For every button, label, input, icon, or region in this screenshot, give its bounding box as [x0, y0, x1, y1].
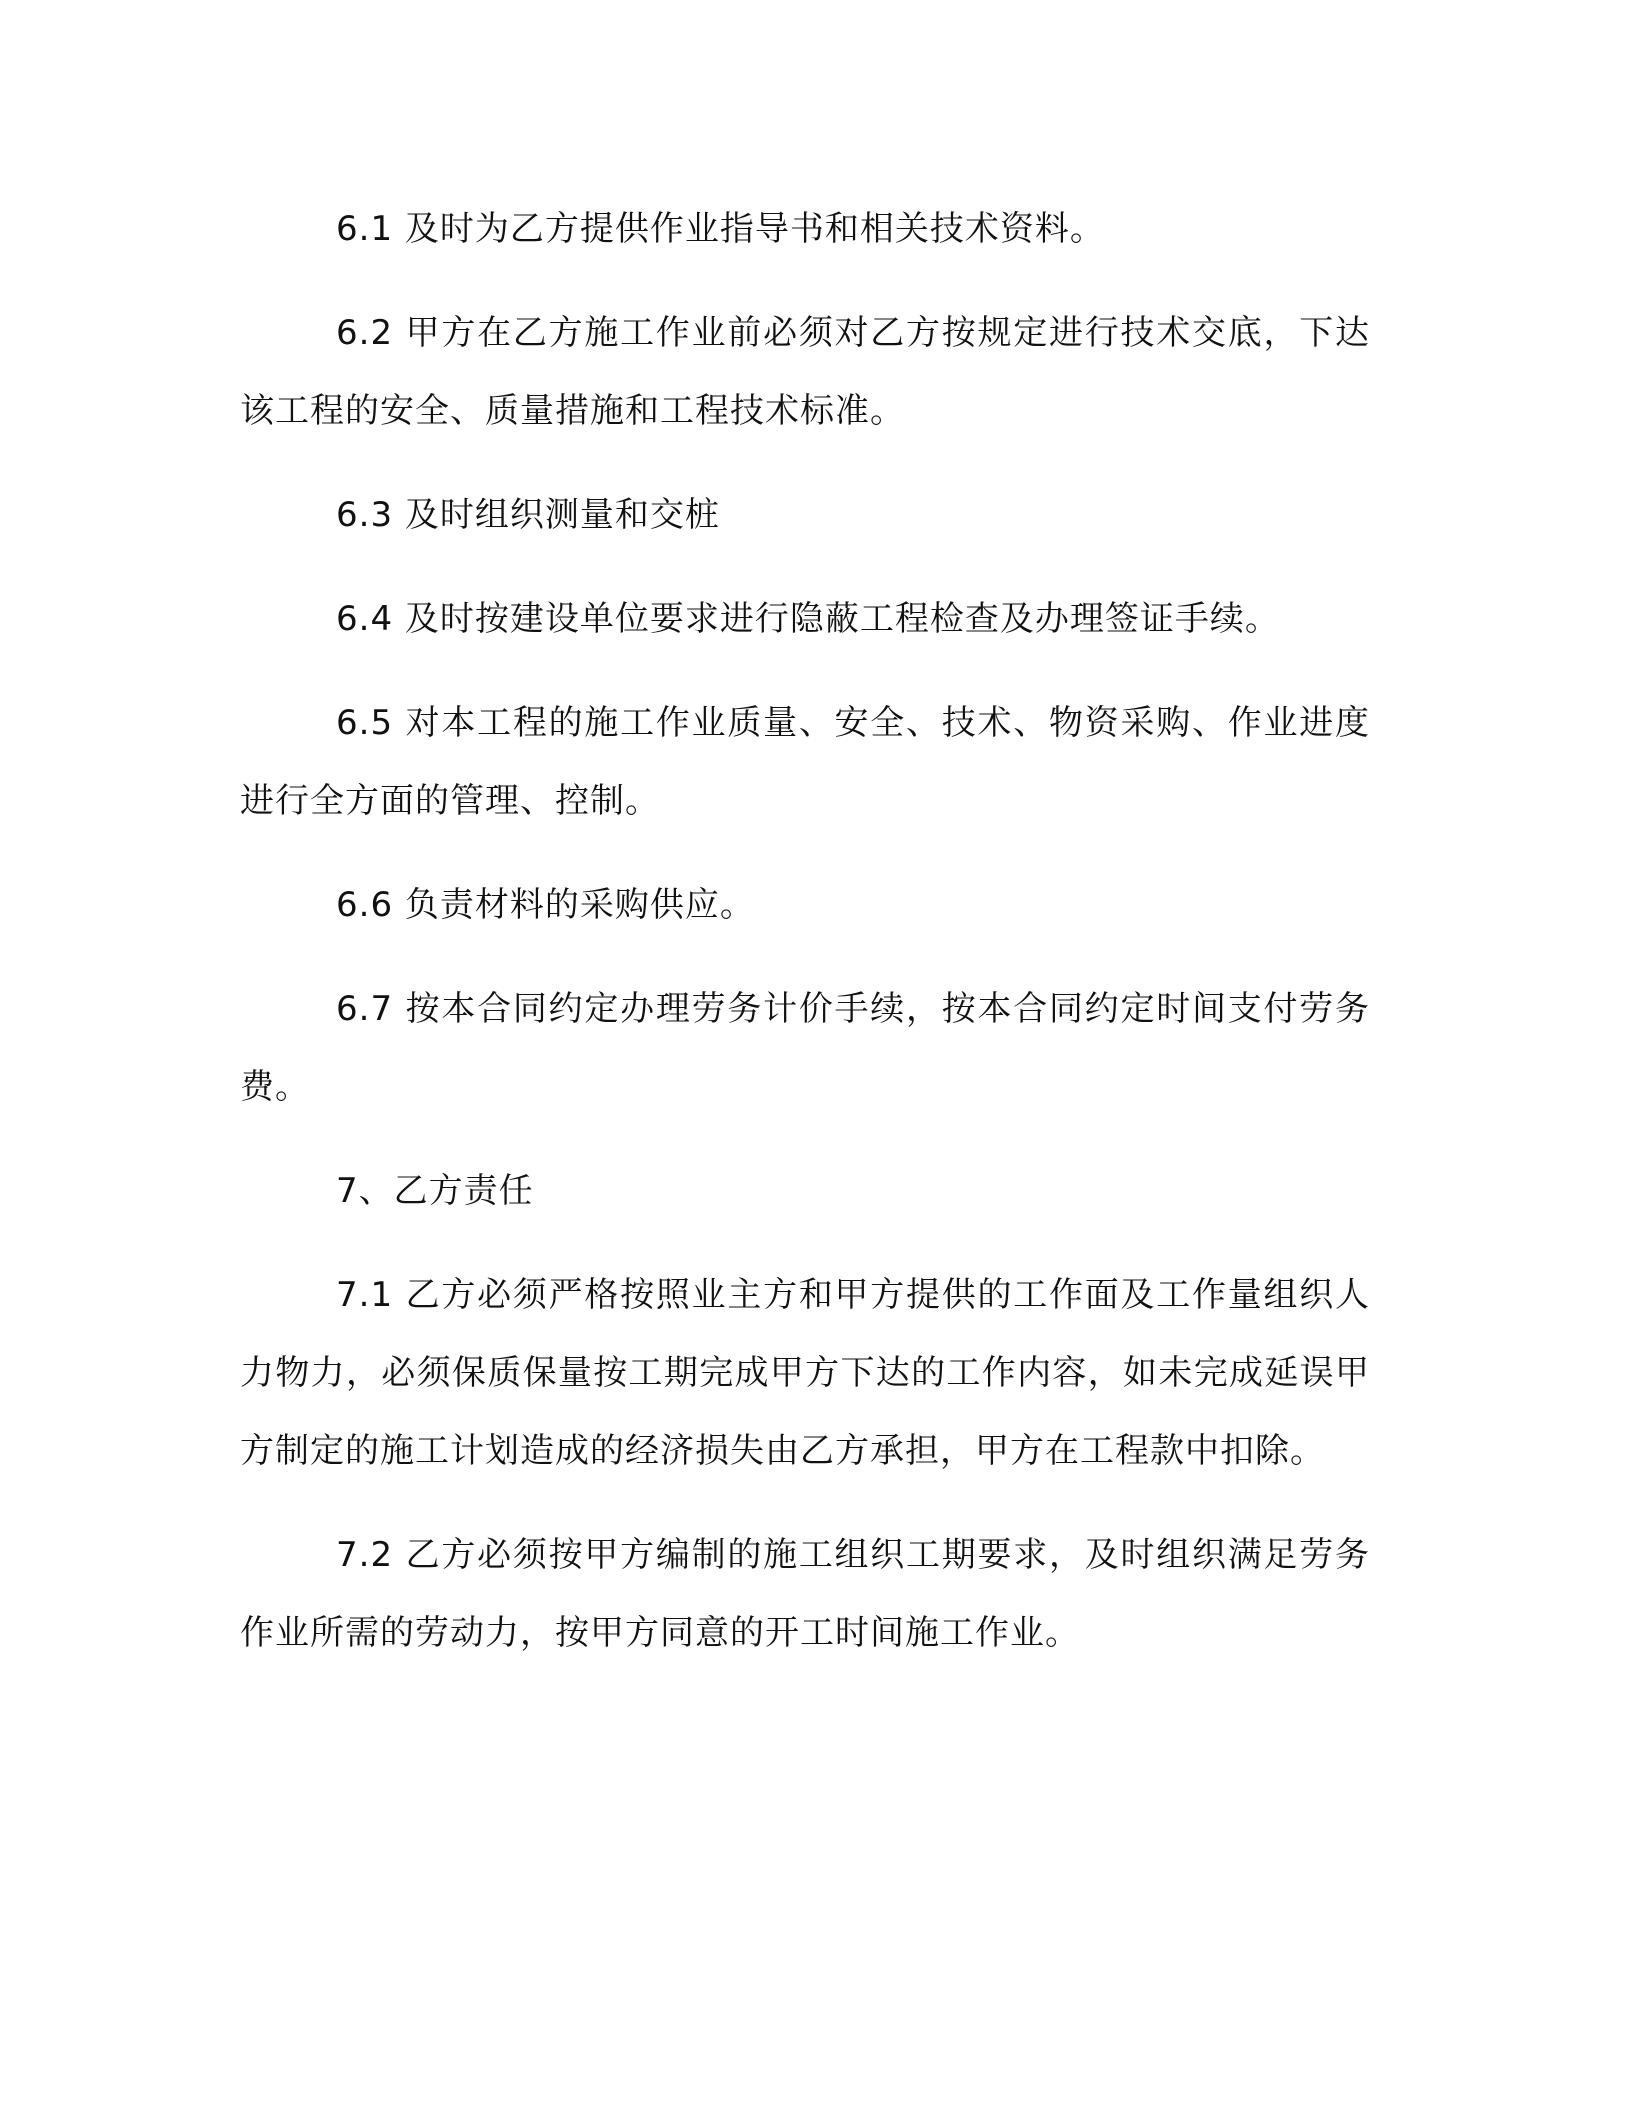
clause-6-7: 6.7 按本合同约定办理劳务计价手续，按本合同约定时间支付劳务费。 [240, 989, 1370, 1107]
clause-7-2: 7.2 乙方必须按甲方编制的施工组织工期要求，及时组织满足劳务作业所需的劳动力，按甲方同意的开工时间施工作业。 [240, 1535, 1370, 1653]
clause-6-2: 6.2 甲方在乙方施工作业前必须对乙方按规定进行技术交底，下达该工程的安全、质量措施和工程技术标准。 [240, 313, 1370, 431]
clause-6-1: 6.1 及时为乙方提供作业指导书和相关技术资料。 [336, 209, 1105, 249]
section-heading-7: 7、乙方责任 [336, 1171, 534, 1211]
clause-6-6: 6.6 负责材料的采购供应。 [336, 885, 755, 925]
clause-7-1: 7.1 乙方必须严格按照业主方和甲方提供的工作面及工作量组织人力物力，必须保质保量按工期完成甲方下达的工作内容，如未完成延误甲方制定的施工计划造成的经济损失由乙方承担，甲方在工程款中扣除。 [240, 1275, 1370, 1471]
clause-6-3: 6.3 及时组织测量和交桩 [336, 495, 720, 535]
clause-6-5: 6.5 对本工程的施工作业质量、安全、技术、物资采购、作业进度进行全方面的管理、控制。 [240, 703, 1370, 821]
clause-6-4: 6.4 及时按建设单位要求进行隐蔽工程检查及办理签证手续。 [336, 599, 1280, 639]
document-body [240, 190, 1370, 1698]
